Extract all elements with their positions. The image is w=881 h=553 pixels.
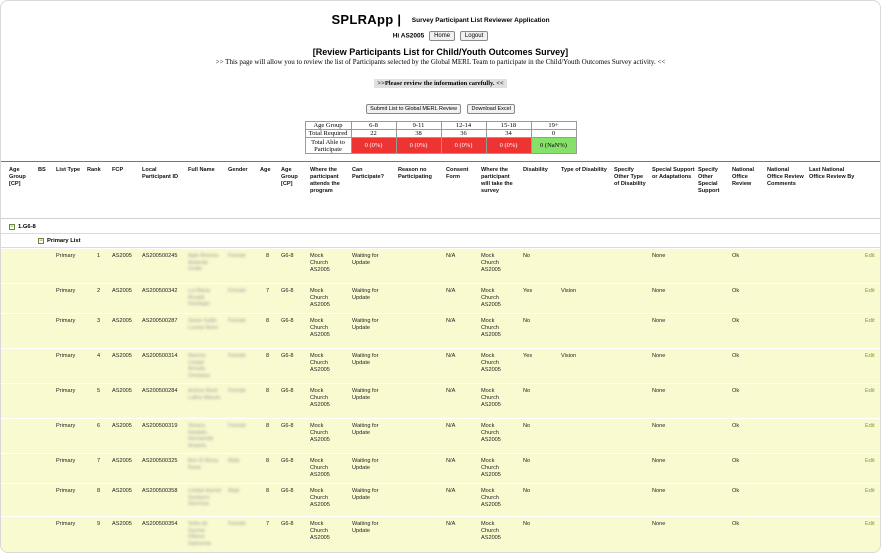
consent-form-cell: N/A [446,423,456,429]
program-location-cell: Mock Church AS2005 [310,253,330,273]
greeting: Hi [392,32,400,40]
age-cell: 7 [266,521,270,527]
program-location-cell: Mock Church AS2005 [310,423,330,443]
consent-form-cell: N/A [446,488,456,494]
header-divider [1,218,881,219]
national-office-review-cell: Ok [732,388,740,394]
list-type-cell: Primary [56,423,76,429]
app-subtitle: Survey Participant List Reviewer Application [411,17,550,24]
table-row [1,248,881,283]
group-label: 1.G6-8 [18,224,36,230]
app-title: SPLRApp | [331,12,402,27]
column-header[interactable]: Age Group [CP] [9,167,26,187]
can-participate-cell: Waiting for Update [352,253,379,266]
age-group-summary-table [305,121,577,154]
column-header[interactable]: List Type [56,167,81,173]
disability-cell: Yes [523,353,533,359]
edit-link[interactable]: Edit [865,288,875,294]
edit-link[interactable]: Edit [865,388,875,394]
table-row [1,453,881,483]
survey-location-cell: Mock Church AS2005 [481,488,501,508]
table-row [1,418,881,453]
survey-location-cell: Mock Church AS2005 [481,423,501,443]
gender-cell: Female [228,318,246,324]
group-row [9,224,36,230]
can-participate-cell: Waiting for Update [352,388,379,401]
age-cell: 8 [266,353,270,359]
required-value: 22 [351,130,396,138]
can-participate-cell: Waiting for Update [352,353,379,366]
disability-cell: Yes [523,288,533,294]
disability-cell: No [523,253,531,259]
app-header [1,1,880,31]
fcp-cell: AS2005 [112,458,132,464]
age-group-header: 12-14 [441,122,486,130]
rank-cell: 6 [97,423,101,429]
disability-cell: No [523,388,531,394]
program-location-cell: Mock Church AS2005 [310,353,330,373]
special-support-cell: None [652,353,666,359]
full-name-cell: Ben El Bona Rone [188,458,218,471]
column-header[interactable]: Reason no Participating [398,167,432,180]
survey-location-cell: Mock Church AS2005 [481,458,501,478]
full-name-cell: Simara Kindalin Hernamda Anaiola [188,423,214,449]
group-divider [1,233,881,234]
special-support-cell: None [652,318,666,324]
local-id-cell: AS200500284 [142,388,178,394]
gender-cell: Female [228,521,246,527]
age-group-cell: G6-8 [281,423,294,429]
page-title: [Review Participants List for Child/Youth Outcomes Survey] [312,47,569,57]
age-group-cell: G6-8 [281,458,294,464]
column-header[interactable]: Last National Office Review By [809,167,855,180]
column-header[interactable]: National Office Review [732,167,755,187]
can-participate-cell: Waiting for Update [352,318,379,331]
national-office-review-cell: Ok [732,288,740,294]
local-id-cell: AS200500342 [142,288,178,294]
national-office-review-cell: Ok [732,423,740,429]
consent-form-cell: N/A [446,458,456,464]
consent-form-cell: N/A [446,353,456,359]
age-cell: 8 [266,423,270,429]
local-id-cell: AS200500354 [142,521,178,527]
age-group-cell: G6-8 [281,318,294,324]
table-row [1,313,881,348]
disability-type-cell: Vision [561,353,577,359]
national-office-review-cell: Ok [732,253,740,259]
full-name-cell: Lindae Aamet Senlaoro Sanchas [188,488,221,507]
user-id: AS2005 [400,32,425,40]
age-group-cell: G6-8 [281,253,294,259]
list-type-cell: Primary [56,388,76,394]
list-type-cell: Primary [56,458,76,464]
submit-list-button[interactable]: Submit List to Global MERL Review [366,104,461,114]
age-group-cell: G6-8 [281,488,294,494]
column-header[interactable]: Age [260,167,271,173]
required-value: 36 [441,130,486,138]
full-name-cell: Naoma Lindae Armala Oresiana [188,353,210,379]
gender-cell: Female [228,388,246,394]
national-office-review-cell: Ok [732,318,740,324]
column-header[interactable]: National Office Review Comments [767,167,804,187]
column-header[interactable]: Where the participant will take the survey [481,167,513,194]
required-label: Total Required [305,130,351,138]
can-participate-cell: Waiting for Update [352,458,379,471]
program-location-cell: Mock Church AS2005 [310,521,330,541]
summary-header-label: Age Group [305,122,351,130]
subgroup-label: Primary List [47,238,81,244]
column-header[interactable]: FCP [112,167,124,173]
able-value: 0 (0%) [441,138,486,154]
download-excel-button[interactable]: Download Excel [467,104,514,114]
program-location-cell: Mock Church AS2005 [310,318,330,338]
page-description: >> This page will allow you to review the list of Participants selected by the Global MERL Team to participate in the Child/Youth Outcomes Survey activity. << [215,58,666,66]
age-group-cell: G6-8 [281,353,294,359]
required-value: 34 [486,130,531,138]
gender-cell: Male [228,458,240,464]
required-value: 38 [396,130,441,138]
consent-form-cell: N/A [446,521,456,527]
full-name-cell: Aniose Bard Lalino Maruin [188,388,221,401]
subgroup-row [38,238,81,244]
full-name-cell: Lui Maria Rivaldi Sandago [188,288,211,307]
review-note: >>Please review the information carefully. << [374,79,506,88]
survey-location-cell: Mock Church AS2005 [481,288,501,308]
local-id-cell: AS200500314 [142,353,178,359]
edit-link[interactable]: Edit [865,458,875,464]
rank-cell: 4 [97,353,101,359]
column-header[interactable]: Specify Other Special Support [698,167,720,194]
fcp-cell: AS2005 [112,288,132,294]
column-header[interactable]: Type of Disability [561,167,607,173]
user-bar [1,31,880,45]
national-office-review-cell: Ok [732,353,740,359]
column-header[interactable]: Full Name [188,167,215,173]
grid-top-border [1,161,881,162]
full-name-cell: Sella de Sarmie Ollione Salmenta [188,521,211,547]
can-participate-cell: Waiting for Update [352,423,379,436]
national-office-review-cell: Ok [732,521,740,527]
survey-location-cell: Mock Church AS2005 [481,318,501,338]
table-row [1,483,881,516]
rank-cell: 5 [97,388,101,394]
collapse-icon[interactable]: − [39,238,43,244]
list-type-cell: Primary [56,253,76,259]
special-support-cell: None [652,423,666,429]
age-group-cell: G6-8 [281,521,294,527]
edit-link[interactable]: Edit [865,521,875,527]
gender-cell: Female [228,423,246,429]
column-header[interactable]: Consent Form [446,167,469,180]
national-office-review-cell: Ok [732,488,740,494]
age-cell: 8 [266,388,270,394]
special-support-cell: None [652,388,666,394]
age-cell: 8 [266,488,270,494]
rank-cell: 1 [97,253,101,259]
list-type-cell: Primary [56,488,76,494]
full-name-cell: Saran Galle Lovina Nuno [188,318,219,331]
table-row [1,516,881,553]
home-button[interactable]: Home [429,31,455,41]
disability-cell: No [523,458,531,464]
age-cell: 7 [266,288,270,294]
column-header[interactable]: Rank [87,167,101,173]
special-support-cell: None [652,521,666,527]
able-value: 0 (0%) [486,138,531,154]
local-id-cell: AS200500287 [142,318,178,324]
program-location-cell: Mock Church AS2005 [310,488,330,508]
fcp-cell: AS2005 [112,388,132,394]
age-group-header: 19+ [531,122,576,130]
able-value: 0 (0%) [351,138,396,154]
rank-cell: 3 [97,318,101,324]
gender-cell: Female [228,288,246,294]
edit-link[interactable]: Edit [865,488,875,494]
edit-link[interactable]: Edit [865,353,875,359]
column-header[interactable]: Age Group [CP] [281,167,298,187]
list-type-cell: Primary [56,353,76,359]
disability-type-cell: Vision [561,288,577,294]
able-value: 0 (NaN%) [531,138,576,154]
gender-cell: Female [228,353,246,359]
collapse-icon[interactable]: − [10,224,14,230]
consent-form-cell: N/A [446,318,456,324]
table-row [1,348,881,383]
consent-form-cell: N/A [446,388,456,394]
rank-cell: 2 [97,288,101,294]
table-row [1,283,881,313]
age-cell: 8 [266,253,270,259]
disability-cell: No [523,318,531,324]
rank-cell: 7 [97,458,101,464]
column-header[interactable]: Can Participate? [352,167,385,180]
program-location-cell: Mock Church AS2005 [310,288,330,308]
age-group-header: 6-8 [351,122,396,130]
rank-cell: 8 [97,488,101,494]
age-group-cell: G6-8 [281,288,294,294]
can-participate-cell: Waiting for Update [352,488,379,501]
edit-link[interactable]: Edit [865,253,875,259]
consent-form-cell: N/A [446,288,456,294]
disability-cell: No [523,521,531,527]
special-support-cell: None [652,458,666,464]
table-row [1,383,881,418]
fcp-cell: AS2005 [112,253,132,259]
survey-location-cell: Mock Church AS2005 [481,521,501,541]
survey-location-cell: Mock Church AS2005 [481,388,501,408]
able-value: 0 (0%) [396,138,441,154]
column-header[interactable]: Specify Other Type of Disability [614,167,646,187]
list-type-cell: Primary [56,318,76,324]
fcp-cell: AS2005 [112,521,132,527]
local-id-cell: AS200500325 [142,458,178,464]
age-cell: 8 [266,458,270,464]
survey-location-cell: Mock Church AS2005 [481,353,501,373]
list-type-cell: Primary [56,288,76,294]
disability-cell: No [523,423,531,429]
summary-header-row [305,122,576,130]
action-bar [1,97,880,115]
age-cell: 8 [266,318,270,324]
summary-required-row [305,130,576,138]
edit-link[interactable]: Edit [865,318,875,324]
local-id-cell: AS200500358 [142,488,178,494]
column-header[interactable]: Local Participant ID [142,167,179,180]
full-name-cell: Ajak Rinemo Anlanda Uralle [188,253,219,272]
program-location-cell: Mock Church AS2005 [310,388,330,408]
special-support-cell: None [652,253,666,259]
summary-able-row [305,138,576,154]
logout-button[interactable]: Logout [460,31,488,41]
consent-form-cell: N/A [446,253,456,259]
fcp-cell: AS2005 [112,318,132,324]
special-support-cell: None [652,488,666,494]
column-header[interactable]: Gender [228,167,248,173]
local-id-cell: AS200500245 [142,253,178,259]
gender-cell: Female [228,253,246,259]
survey-location-cell: Mock Church AS2005 [481,253,501,273]
list-type-cell: Primary [56,521,76,527]
required-value: 0 [531,130,576,138]
can-participate-cell: Waiting for Update [352,288,379,301]
age-group-header: 15-18 [486,122,531,130]
age-group-cell: G6-8 [281,388,294,394]
rank-cell: 9 [97,521,101,527]
special-support-cell: None [652,288,666,294]
column-header[interactable]: Special Support or Adaptations [652,167,695,180]
column-header[interactable]: Where the participant attends the program [310,167,340,194]
column-header[interactable]: BS [38,167,46,173]
column-header[interactable]: Disability [523,167,548,173]
edit-link[interactable]: Edit [865,423,875,429]
national-office-review-cell: Ok [732,458,740,464]
fcp-cell: AS2005 [112,423,132,429]
program-location-cell: Mock Church AS2005 [310,458,330,478]
gender-cell: Male [228,488,240,494]
fcp-cell: AS2005 [112,488,132,494]
local-id-cell: AS200500319 [142,423,178,429]
disability-cell: No [523,488,531,494]
able-label: Total Able to Participate [305,138,351,154]
age-group-header: 9-11 [396,122,441,130]
fcp-cell: AS2005 [112,353,132,359]
can-participate-cell: Waiting for Update [352,521,379,534]
